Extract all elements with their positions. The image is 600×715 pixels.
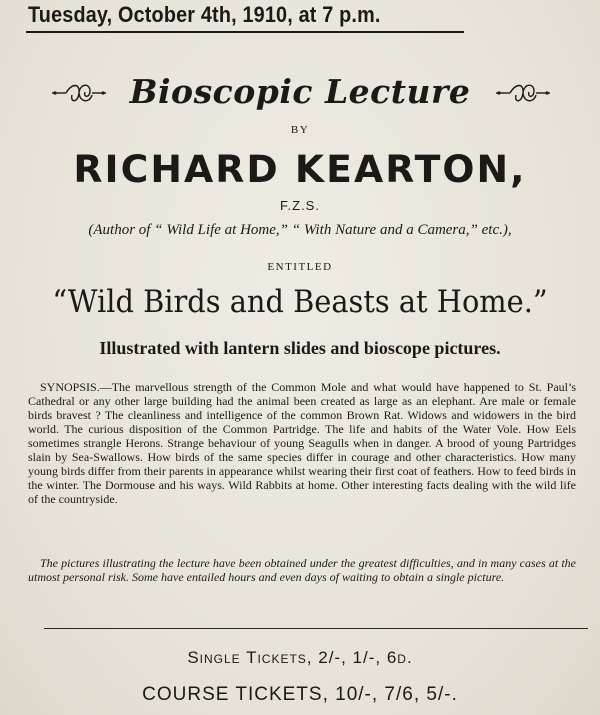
lecturer-name: RICHARD KEARTON, — [73, 148, 527, 191]
author-line: (Author of “ Wild Life at Home,” “ With Nature and a Camera,” etc.), — [88, 222, 512, 238]
lecturer-credentials: F.Z.S. — [280, 198, 320, 213]
lecture-title: “Wild Birds and Beasts at Home.” — [52, 284, 548, 320]
synopsis-paragraph: SYNOPSIS.—The marvellous strength of the Common Mole and what would have happened to St. Paul’s Cathedral or any other large building had the animal been created as large as an elephant. Are male or female birds bravest ? The cleanliness and intelligence of the common Brown Rat. Widows and widowers in the bird world. The curious disposition of the Common Partridge. The life and habits of the Water Vole. How Eels sometimes strangle Herons. Strange behaviour of young Seagulls when in danger. A brood of young Partridges slain by Sea-Swallows. How birds of the same species differ in courage and other characteristics. How many young birds differ from their parents in appearance whilst wearing their first coat of feathers. How to feed birds in the winter. The Dormouse and his ways. Wild Rabbits at home. Other interesting facts dealing with the wild life of the countryside. — [28, 380, 576, 506]
lecture-heading: Bioscopic Lecture — [129, 72, 471, 111]
pictures-notice: The pictures illustrating the lecture have been obtained under the greatest difficulties, and in many cases at the utmost personal risk. Some have entailed hours and even days of waiting to obtain a single picture. — [28, 556, 576, 584]
title-row — [0, 70, 600, 120]
entitled-label: ENTITLED — [267, 261, 333, 273]
lecture-subtitle: Illustrated with lantern slides and bioscope pictures. — [99, 338, 501, 358]
flourish-right-icon — [494, 80, 552, 106]
by-label: BY — [290, 124, 310, 136]
date-line: Tuesday, October 4th, 1910, at 7 p.m. — [28, 2, 381, 27]
single-tickets-line: Single Tickets, 2/-, 1/-, 6d. — [187, 648, 413, 667]
course-tickets-line: COURSE TICKETS, 10/-, 7/6, 5/-. — [142, 684, 458, 705]
date-underline — [26, 31, 464, 33]
divider-rule — [44, 628, 588, 629]
